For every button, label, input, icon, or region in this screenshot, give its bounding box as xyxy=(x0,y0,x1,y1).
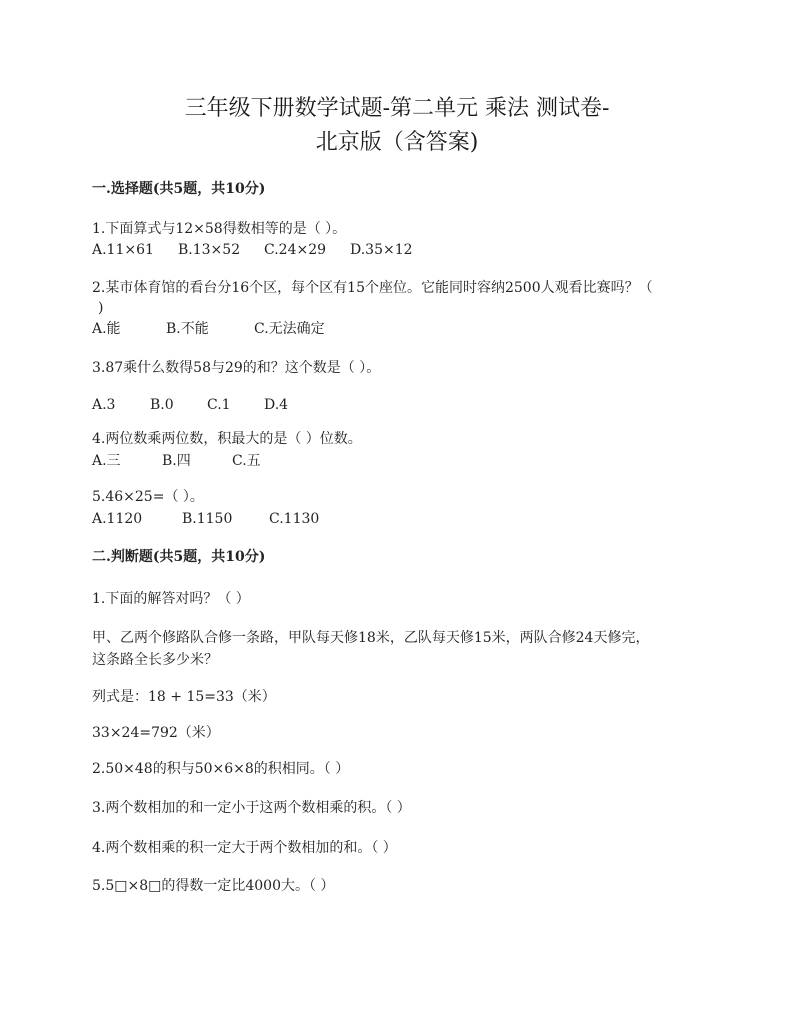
problem-line: 这条路全长多少米？ xyxy=(92,652,218,668)
solution-line: 列式是：18 + 15=33（米） xyxy=(92,689,276,705)
option-a: A.三 xyxy=(92,453,121,469)
problem-line: 甲、乙两个修路队合修一条路，甲队每天修18米，乙队每天修15米，两队合修24天修完， xyxy=(92,630,650,646)
option-row xyxy=(92,452,261,470)
option-b: B.不能 xyxy=(166,321,209,337)
option-b: B.四 xyxy=(162,453,191,469)
option-a: A.3 xyxy=(92,397,116,413)
question-text: 2.50×48的积与50×6×8的积相同。（ ） xyxy=(92,761,350,777)
option-c: C.24×29 xyxy=(264,242,327,258)
option-c: C.1130 xyxy=(269,511,320,527)
question-text: 3.87乘什么数得58与29的和？这个数是（ ）。 xyxy=(92,360,381,376)
option-a: A.11×61 xyxy=(92,242,154,258)
question-text: 4.两位数乘两位数，积最大的是（ ）位数。 xyxy=(92,431,362,447)
question-text: 1.下面的解答对吗？（ ） xyxy=(92,591,250,607)
option-b: B.1150 xyxy=(182,511,233,527)
question-text: 1.下面算式与12×58得数相等的是（ ）。 xyxy=(92,221,347,237)
option-d: D.35×12 xyxy=(350,242,413,258)
question-text-cont: ) xyxy=(98,300,104,316)
section-heading-judgement: 二.判断题(共5题，共10分) xyxy=(92,549,266,565)
option-c: C.无法确定 xyxy=(254,321,325,337)
question-text: 4.两个数相乘的积一定大于两个数相加的和。（ ） xyxy=(92,840,397,856)
option-a: A.能 xyxy=(92,321,121,337)
solution-line: 33×24=792（米） xyxy=(92,725,220,741)
option-row xyxy=(92,510,319,528)
question-text: 5.5□×8□的得数一定比4000大。（ ） xyxy=(92,878,335,894)
option-d: D.4 xyxy=(264,397,289,413)
option-row xyxy=(92,396,288,414)
question-text: 5.46×25=（ ）。 xyxy=(92,489,204,505)
option-c: C.1 xyxy=(207,397,231,413)
option-b: B.13×52 xyxy=(178,242,241,258)
option-row xyxy=(92,241,413,259)
option-a: A.1120 xyxy=(92,511,143,527)
option-c: C.五 xyxy=(232,453,261,469)
section-heading-choice: 一.选择题(共5题，共10分) xyxy=(92,181,266,197)
title-line-2: 北京版（含答案) xyxy=(315,130,479,155)
question-text: 2.某市体育馆的看台分16个区，每个区有15个座位。它能同时容纳2500人观看比赛吗？（ xyxy=(92,280,653,296)
option-row xyxy=(92,320,325,338)
question-text: 3.两个数相加的和一定小于这两个数相乘的积。（ ） xyxy=(92,800,411,816)
title-line-1: 三年级下册数学试题-第二单元 乘法 测试卷- xyxy=(184,96,610,121)
option-b: B.0 xyxy=(150,397,174,413)
